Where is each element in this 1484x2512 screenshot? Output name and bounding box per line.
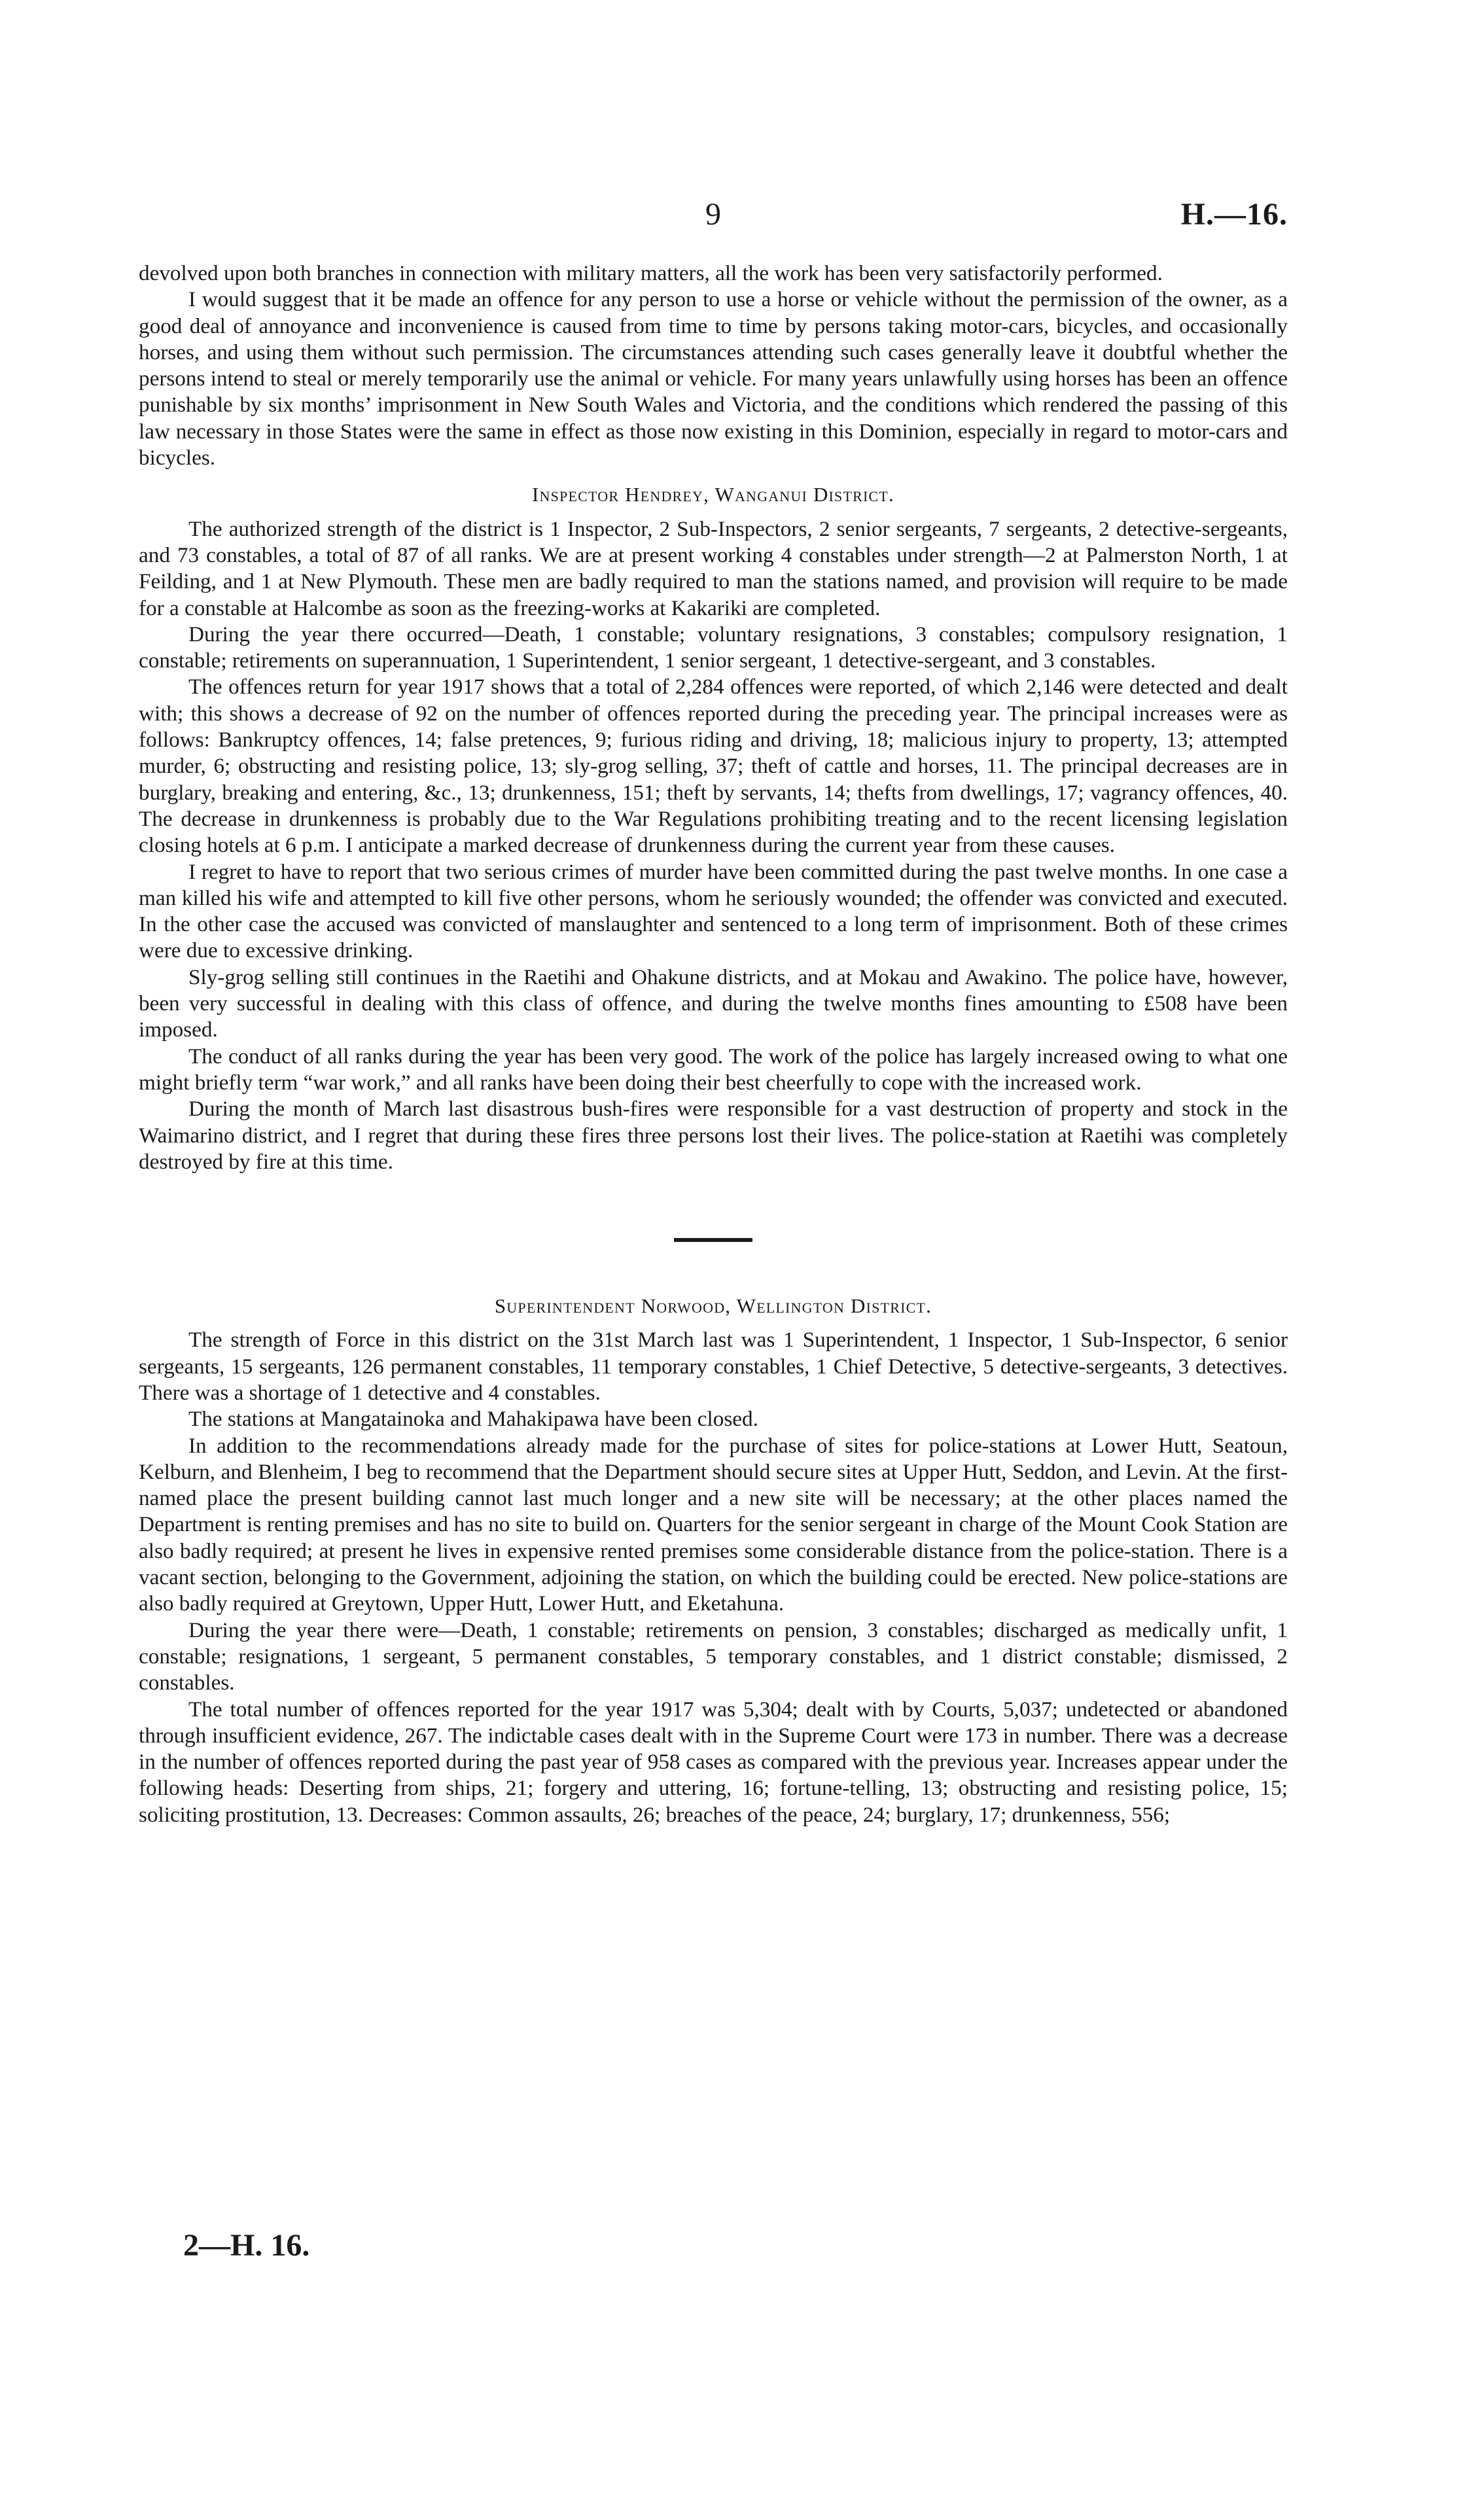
section-divider: [674, 1238, 752, 1242]
footer-signature: 2—H. 16.: [183, 2228, 310, 2263]
wanganui-paragraph-5: Sly-grog selling still continues in the Raetihi and Ohakune districts, and at Mokau and Awakino. The police have, however, been very successful in dealing with this class of offence, and during the twelve months fines amounting to £508 have been imposed.: [139, 964, 1288, 1042]
wanganui-paragraph-2: During the year there occurred—Death, 1 constable; voluntary resignations, 3 constables; compulsory resignation, 1 constable; retirements on superannuation, 1 Superintendent, 1 senior sergeant, 1 detective-sergeant, and 3 constables.: [139, 622, 1288, 673]
wellington-paragraph-2: The stations at Mangatainoka and Mahakipawa have been closed.: [188, 1407, 758, 1432]
page-number: 9: [705, 197, 721, 232]
document-reference: H.—16.: [1180, 197, 1288, 232]
wanganui-paragraph-7: During the month of March last disastrous bush-fires were responsible for a vast destruction of property and stock in the Waimarino district, and I regret that during these fires three persons lost their lives. The police-station at Raetihi was completely destroyed by fire at this time.: [139, 1097, 1288, 1174]
wellington-paragraph-1: The strength of Force in this district on the 31st March last was 1 Superintendent, 1 Inspector, 1 Sub-Inspector, 6 senior sergeants, 15 sergeants, 126 permanent constables, 11 temporary constables, 1 Chief Detective, 5 detective-sergeants, 3 detectives. There was a shortage of 1 detective and 4 constables.: [139, 1328, 1288, 1405]
section-heading-wellington: Superintendent Norwood, Wellington District.: [494, 1294, 932, 1318]
wellington-paragraph-4: During the year there were—Death, 1 constable; retirements on pension, 3 constables; discharged as medically unfit, 1 constable; resignations, 1 sergeant, 5 permanent constables, 5 temporary constables, and 1 district constable; dismissed, 2 constables.: [139, 1618, 1288, 1695]
wanganui-paragraph-4: I regret to have to report that two serious crimes of murder have been committed during the past twelve months. In one case a man killed his wife and attempted to kill five other persons, whom he seriously wounded; the offender was convicted and executed. In the other case the accused was convicted of manslaughter and sentenced to a long term of imprisonment. Both of these crimes were due to excessive drinking.: [139, 859, 1288, 963]
wanganui-paragraph-3: The offences return for year 1917 shows that a total of 2,284 offences were reported, of which 2,146 were detected and dealt with; this shows a decrease of 92 on the number of offences reported during the preceding year. The principal increases were as follows: Bankruptcy offences, 14; false pretences, 9; furious riding and driving, 18; malicious injury to property, 13; attempted murder, 6; obstructing and resisting police, 13; sly-grog selling, 37; theft of cattle and horses, 11. The principal decreases are in burglary, breaking and entering, &c., 13; drunkenness, 151; theft by servants, 14; thefts from dwellings, 17; vagrancy offences, 40. The decrease in drunkenness is probably due to the War Regulations prohibiting treating and to the recent licensing legislation closing hotels at 6 p.m. I anticipate a marked decrease of drunkenness during the current year from these causes.: [139, 675, 1288, 858]
page-header: [139, 196, 1288, 249]
wellington-paragraph-5: The total number of offences reported for the year 1917 was 5,304; dealt with by Courts, 5,037; undetected or abandoned through insufficient evidence, 267. The indictable cases dealt with in the Supreme Court were 173 in number. There was a decrease in the number of offences reported during the past year of 958 cases as compared with the previous year. Increases appear under the following heads: Deserting from ships, 21; forgery and uttering, 16; fortune-telling, 13; obstructing and resisting police, 15; soliciting prostitution, 13. Decreases: Common assaults, 26; breaches of the peace, 24; burglary, 17; drunkenness, 556;: [139, 1697, 1288, 1827]
wanganui-paragraph-1: The authorized strength of the district is 1 Inspector, 2 Sub-Inspectors, 2 senior sergeants, 7 sergeants, 2 detective-sergeants, and 73 constables, a total of 87 of all ranks. We are at present working 4 constables under strength—2 at Palmerston North, 1 at Feilding, and 1 at New Plymouth. These men are badly required to man the stations named, and provision will require to be made for a constable at Halcombe as soon as the freezing-works at Kakariki are completed.: [139, 516, 1288, 620]
wellington-paragraph-3: In addition to the recommendations already made for the purchase of sites for police-stations at Lower Hutt, Seatoun, Kelburn, and Blenheim, I beg to recommend that the Department should secure sites at Upper Hutt, Seddon, and Levin. At the first-named place the present building cannot last much longer and a new site will be necessary; at the other places named the Department is renting premises and has no site to build on. Quarters for the senior sergeant in charge of the Mount Cook Station are also badly required; at present he lives in expensive rented premises some considerable distance from the police-station. There is a vacant section, belonging to the Government, adjoining the station, on which the building could be erected. New police-stations are also badly required at Greytown, Upper Hutt, Lower Hutt, and Eketahuna.: [139, 1433, 1288, 1616]
opening-paragraph-continued: devolved upon both branches in connection with military matters, all the work has been very satisfactorily performed.: [139, 261, 1163, 285]
opening-paragraph: I would suggest that it be made an offence for any person to use a horse or vehicle without the permission of the owner, as a good deal of annoyance and inconvenience is caused from time to time by persons taking motor-cars, bicycles, and occasionally horses, and using them without such permission. The circumstances attending such cases generally leave it doubtful whether the persons intend to steal or merely temporarily use the animal or vehicle. For many years unlawfully using horses has been an offence punishable by six months’ imprisonment in New South Wales and Victoria, and the conditions which rendered the passing of this law necessary in those States were the same in effect as those now existing in this Dominion, especially in regard to motor-cars and bicycles.: [139, 287, 1288, 470]
wanganui-paragraph-6: The conduct of all ranks during the year has been very good. The work of the police has largely increased owing to what one might briefly term “war work,” and all ranks have been doing their best cheerfully to cope with the increased work.: [139, 1044, 1288, 1095]
section-heading-wanganui: Inspector Hendrey, Wanganui District.: [532, 483, 894, 506]
document-body: [139, 260, 1288, 1828]
